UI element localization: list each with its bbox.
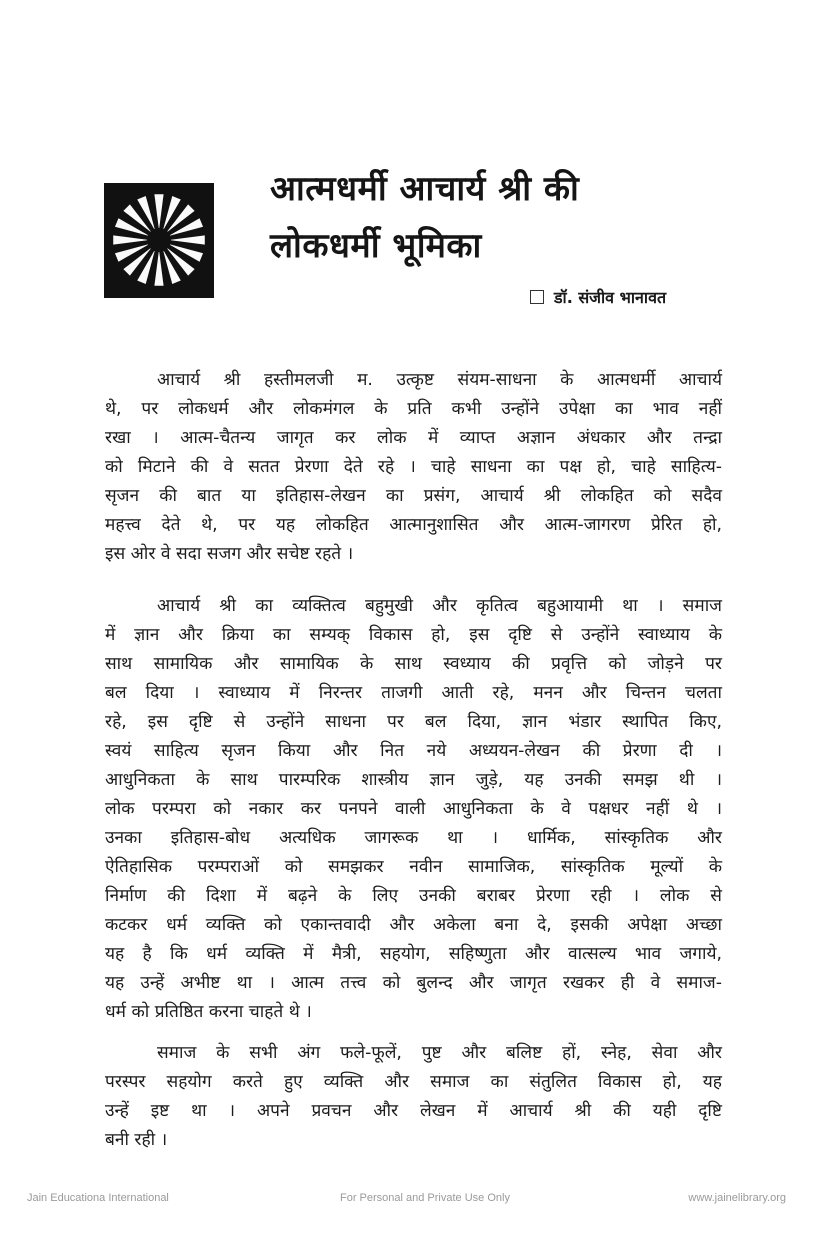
article-title-line-1: आत्मधर्मी आचार्य श्री की	[270, 169, 580, 209]
text-line: इस ओर वे सदा सजग और सचेष्ट रहते ।	[105, 544, 354, 564]
footer-usage-notice: For Personal and Private Use Only	[340, 1192, 510, 1204]
text-line: में ज्ञान और क्रिया का सम्यक् विकास हो, इस दृष्टि से उन्होंने स्वाध्याय के	[105, 625, 722, 645]
text-line: आधुनिकता के साथ पारम्परिक शास्त्रीय ज्ञान जुड़े, यह उनकी समझ थी ।	[105, 770, 722, 790]
text-line: यह उन्हें अभीष्ट था । आत्म तत्त्व को बुलन्द और जागृत रखकर ही वे समाज-	[105, 973, 722, 993]
text-line: लोक परम्परा को नकार कर पनपने वाली आधुनिकता के वे पक्षधर नहीं थे ।	[105, 799, 722, 819]
text-line: परस्पर सहयोग करते हुए व्यक्ति और समाज का संतुलित विकास हो, यह	[105, 1072, 722, 1092]
footer-publisher: Jain Educationa International	[27, 1192, 169, 1204]
text-line: स्वयं साहित्य सृजन किया और नित नये अध्ययन-लेखन की प्रेरणा दी ।	[105, 741, 722, 761]
text-line: आचार्य श्री हस्तीमलजी म. उत्कृष्ट संयम-साधना के आत्मधर्मी आचार्य	[157, 370, 722, 390]
footer-website-link[interactable]: www.jainelibrary.org	[688, 1192, 786, 1204]
paragraph-2	[105, 592, 722, 1027]
text-line: रहे, इस दृष्टि से उन्होंने साधना पर बल दिया, ज्ञान भंडार स्थापित किए,	[105, 712, 722, 732]
text-line: थे, पर लोकधर्म और लोकमंगल के प्रति कभी उन्होंने उपेक्षा का भाव नहीं	[105, 399, 722, 419]
checkbox-square-icon	[530, 290, 544, 304]
author-byline	[530, 286, 666, 308]
text-line: रखा । आत्म-चैतन्य जागृत कर लोक में व्याप्त अज्ञान अंधकार और तन्द्रा	[105, 428, 722, 448]
text-line: उन्हें इष्ट था । अपने प्रवचन और लेखन में आचार्य श्री की यही दृष्टि	[105, 1101, 722, 1121]
paragraph-1	[105, 366, 722, 569]
text-line: बनी रही ।	[105, 1130, 168, 1150]
wheel-spokes	[104, 183, 214, 298]
text-line: उनका इतिहास-बोध अत्यधिक जागरूक था । धार्मिक, सांस्कृतिक और	[105, 828, 722, 848]
text-line: कटकर धर्म व्यक्ति को एकान्तवादी और अकेला बना दे, इसकी अपेक्षा अच्छा	[105, 915, 722, 935]
article-title-line-2: लोकधर्मी भूमिका	[270, 226, 482, 266]
text-line: को मिटाने की वे सतत प्रेरणा देते रहे । चाहे साधना का पक्ष हो, चाहे साहित्य-	[105, 457, 722, 477]
text-line: निर्माण की दिशा में बढ़ने के लिए उनकी बराबर प्रेरणा रही । लोक से	[105, 886, 722, 906]
dharma-wheel-icon	[104, 183, 214, 298]
text-line: ऐतिहासिक परम्पराओं को समझकर नवीन सामाजिक, सांस्कृतिक मूल्यों के	[105, 857, 722, 877]
text-line: यह है कि धर्म व्यक्ति में मैत्री, सहयोग, सहिष्णुता और वात्सल्य भाव जगाये,	[105, 944, 722, 964]
text-line: महत्त्व देते थे, पर यह लोकहित आत्मानुशासित और आत्म-जागरण प्रेरित हो,	[105, 515, 722, 535]
text-line: साथ सामायिक और सामायिक के साथ स्वध्याय की प्रवृत्ति को जोड़ने पर	[105, 654, 722, 674]
author-name: डॉ. संजीव भानावत	[554, 288, 667, 307]
text-line: सृजन की बात या इतिहास-लेखन का प्रसंग, आचार्य श्री लोकहित को सदैव	[105, 486, 722, 506]
text-line: बल दिया । स्वाध्याय में निरन्तर ताजगी आती रहे, मनन और चिन्तन चलता	[105, 683, 722, 703]
text-line: आचार्य श्री का व्यक्तित्व बहुमुखी और कृतित्व बहुआयामी था । समाज	[157, 596, 722, 616]
text-line: समाज के सभी अंग फले-फूलें, पुष्ट और बलिष्ट हों, स्नेह, सेवा और	[157, 1043, 722, 1063]
paragraph-3	[105, 1039, 722, 1155]
text-line: धर्म को प्रतिष्ठित करना चाहते थे ।	[105, 1002, 312, 1022]
